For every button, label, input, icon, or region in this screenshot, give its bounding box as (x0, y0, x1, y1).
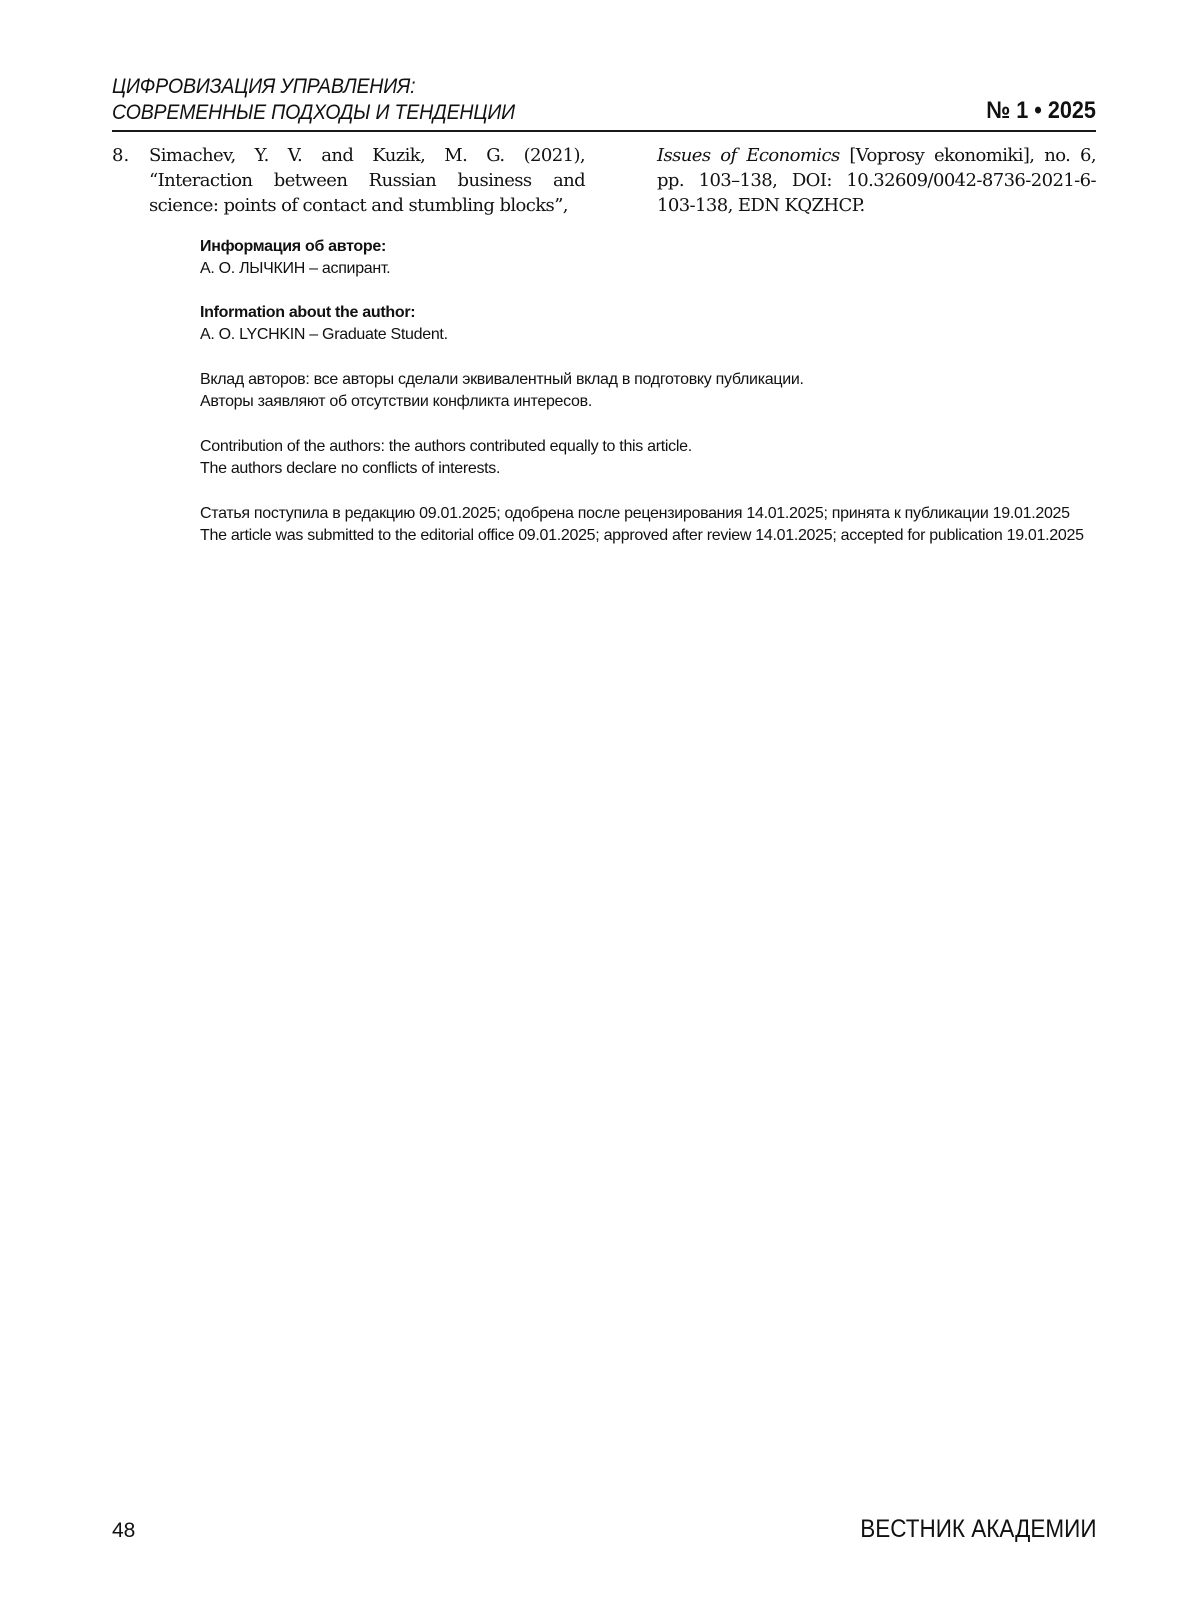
issue-number: № 1 • 2025 (986, 97, 1096, 124)
section-title (112, 74, 515, 126)
article-dates-ru: Статья поступила в редакцию 09.01.2025; одобрена после рецензирования 14.01.2025; принята к публикации 19.01.2025 (200, 505, 1070, 522)
contribution-en-line-1: Contribution of the authors: the authors contributed equally to this article. (200, 438, 692, 455)
contribution-en (200, 436, 1096, 480)
reference-text-part-2: [Voprosy ekonomiki], no. 6, pp. 103–138, DOI: 10.32609/0042-8736-2021-6-103-138, EDN KQZHCP. (657, 145, 1097, 216)
reference-column-right (657, 143, 1096, 218)
reference-number: 8. (112, 145, 130, 166)
article-dates-en: The article was submitted to the editorial office 09.01.2025; approved after review 14.01.2025; accepted for publication 19.01.2025 (200, 527, 1084, 544)
journal-title: ВЕСТНИК АКАДЕМИИ (859, 1515, 1096, 1543)
contribution-ru-line-1: Вклад авторов: все авторы сделали эквивалентный вклад в подготовку публикации. (200, 371, 804, 388)
section-title-line-1: ЦИФРОВИЗАЦИЯ УПРАВЛЕНИЯ: (112, 75, 416, 98)
article-dates (200, 503, 1096, 547)
contribution-en-line-2: The authors declare no conflicts of interests. (200, 460, 501, 477)
author-info-ru-heading: Информация об авторе: (200, 238, 386, 255)
contribution-ru (200, 369, 1096, 413)
author-info-en-heading: Information about the author: (200, 304, 416, 321)
contribution-ru-line-2: Авторы заявляют об отсутствии конфликта интересов. (200, 393, 592, 410)
reference-text-part-1: Simachev, Y. V. and Kuzik, M. G. (2021), “Interaction between Russian business and science: points of contact and stumbling blocks”, (149, 145, 585, 216)
author-info-ru (200, 236, 1096, 280)
running-header (112, 72, 1096, 132)
page-number: 48 (112, 1519, 136, 1542)
author-info-ru-text: А. О. ЛЫЧКИН – аспирант. (200, 260, 391, 277)
reference-journal-name: Issues of Economics (657, 145, 840, 166)
section-title-line-2: СОВРЕМЕННЫЕ ПОДХОДЫ И ТЕНДЕНЦИИ (112, 101, 515, 124)
author-info-en-text: A. O. LYCHKIN – Graduate Student. (200, 326, 448, 343)
author-info-en (200, 302, 1096, 346)
